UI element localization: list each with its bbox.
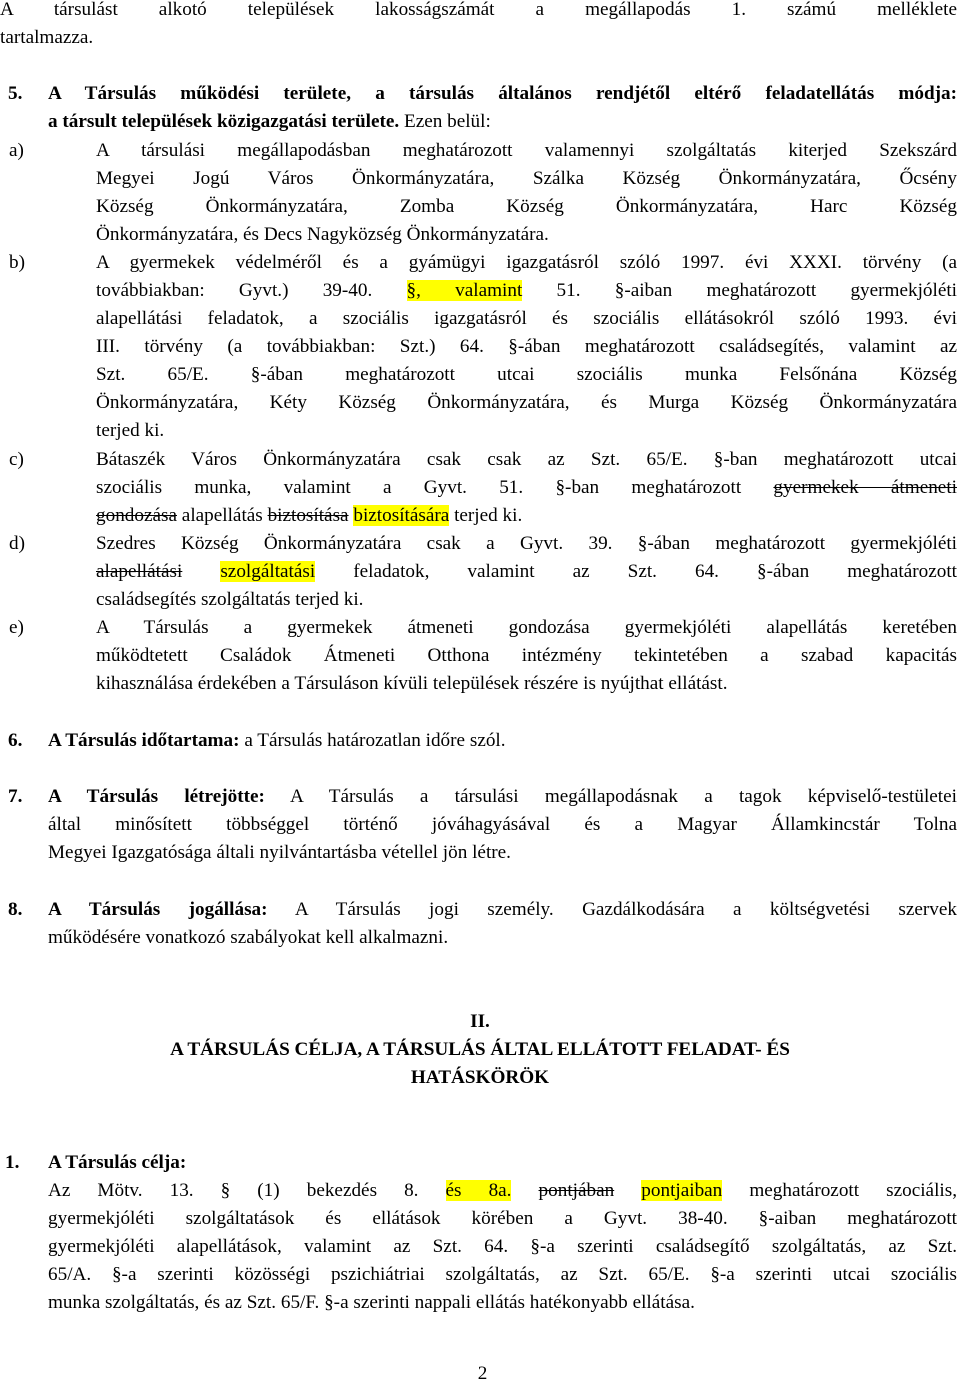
section-5-heading: A Társulás működési területe, a társulás általános rendjétől eltérő feladatellátás módja: — [48, 83, 957, 104]
section-7-number: 7. — [8, 786, 23, 807]
chapter-point-1-line-1: Az Mötv. 13. § (1) bekezdés 8. és 8a. pontjában pontjaiban meghatározott szociális, — [48, 1180, 958, 1201]
item-d-label: d) — [9, 533, 25, 554]
item-b-label: b) — [9, 252, 25, 273]
page-number: 2 — [477, 1363, 488, 1384]
item-d-line-3: családsegítés szolgáltatás terjed ki. — [96, 589, 364, 610]
item-b-line-2: továbbiakban: Gyvt.) 39-40. §, valamint 51. §-aiban meghatározott gyermekjóléti — [96, 280, 958, 301]
section-6-number: 6. — [8, 730, 23, 751]
section-8-line-1: A Társulás jogállása: A Társulás jogi személy. Gazdálkodására a költségvetési szervek — [48, 899, 958, 920]
item-d-line-1: Szedres Község Önkormányzatára csak a Gyvt. 39. §-ában meghatározott gyermekjóléti — [96, 533, 957, 554]
item-b-line-1: A gyermekek védelméről és a gyámügyi igazgatásról szóló 1997. évi XXXI. törvény (a — [96, 252, 957, 273]
intro-line-1: A társulást alkotó települések lakosságszámát a megállapodás 1. számú melléklete — [0, 0, 957, 20]
section-7-line-2: által minősített többséggel történő jóváhagyásával és a Magyar Államkincstár Tolna — [48, 814, 957, 835]
section-7-line-1: A Társulás létrejötte: A Társulás a társulási megállapodásnak a tagok képviselő-testületei — [48, 786, 957, 807]
chapter-point-1-line-3: gyermekjóléti alapellátások, valamint az Szt. 64. §-a szerinti családsegítő szolgáltatás, az Szt. — [48, 1236, 957, 1257]
chapter-point-1-number: 1. — [5, 1152, 20, 1173]
item-e-line-2: működtetett Családok Átmeneti Otthona intézmény tekintetében a szabad kapacitás — [96, 645, 957, 666]
chapter-point-1-line-2: gyermekjóléti szolgáltatások és ellátások körében a Gyvt. 38-40. §-aiban meghatározott — [48, 1208, 957, 1229]
item-a-line-1: A társulási megállapodásban meghatározott valamennyi szolgáltatás kiterjed Szekszárd — [96, 140, 957, 161]
section-7-line-3: Megyei Igazgatósága általi nyilvántartásba vétellel jön létre. — [48, 842, 511, 863]
item-a-line-3: Község Önkormányzatára, Zomba Község Önkormányzatára, Harc Község — [96, 196, 957, 217]
section-6-text: A Társulás időtartama: a Társulás határozatlan időre szól. — [48, 730, 506, 751]
section-5-number: 5. — [8, 83, 23, 104]
item-e-line-3: kihasználása érdekében a Társuláson kívüli települések részére is nyújthat ellátást. — [96, 673, 728, 694]
item-e-label: e) — [9, 617, 24, 638]
item-e-line-1: A Társulás a gyermekek átmeneti gondozása gyermekjóléti alapellátás keretében — [96, 617, 957, 638]
item-c-line-3: gondozása alapellátás biztosítása biztosítására terjed ki. — [96, 505, 523, 526]
item-b-line-4: III. törvény (a továbbiakban: Szt.) 64. §-ában meghatározott családsegítés, valamint az — [96, 336, 957, 357]
chapter-title-line-1: A TÁRSULÁS CÉLJA, A TÁRSULÁS ÁLTAL ELLÁTOTT FELADAT- ÉS — [170, 1039, 790, 1060]
item-c-label: c) — [9, 449, 24, 470]
item-a-line-4: Önkormányzatára, és Decs Nagyközség Önkormányzatára. — [96, 224, 549, 245]
chapter-title-line-2: HATÁSKÖRÖK — [410, 1067, 550, 1088]
item-b-line-7: terjed ki. — [96, 420, 165, 441]
item-b-line-3: alapellátási feladatok, a szociális igazgatásról és szociális ellátásokról szóló 1993. évi — [96, 308, 957, 329]
chapter-number: II. — [470, 1011, 490, 1032]
item-c-line-1: Bátaszék Város Önkormányzatára csak csak az Szt. 65/E. §-ban meghatározott utcai — [96, 449, 957, 470]
item-b-line-5: Szt. 65/E. §-ában meghatározott utcai szociális munka Felsőnána Község — [96, 364, 957, 385]
intro-line-2: tartalmazza. — [0, 27, 94, 48]
item-a-label: a) — [9, 140, 24, 161]
item-d-line-2: alapellátási szolgáltatási feladatok, valamint az Szt. 64. §-ában meghatározott — [96, 561, 957, 582]
chapter-point-1-line-5: munka szolgáltatás, és az Szt. 65/F. §-a szerinti nappali ellátás hatékonyabb ellátása. — [48, 1292, 695, 1313]
item-b-line-6: Önkormányzatára, Kéty Község Önkormányzatára, és Murga Község Önkormányzatára — [96, 392, 957, 413]
item-c-line-2: szociális munka, valamint a Gyvt. 51. §-ban meghatározott gyermekek átmeneti — [96, 477, 957, 498]
item-a-line-2: Megyei Jogú Város Önkormányzatára, Szálka Község Önkormányzatára, Őcsény — [96, 168, 957, 189]
section-8-line-2: működésére vonatkozó szabályokat kell alkalmazni. — [48, 927, 449, 948]
chapter-point-1-heading: A Társulás célja: — [48, 1152, 187, 1173]
section-5-heading-cont: a társult települések közigazgatási területe. Ezen belül: — [48, 111, 491, 132]
section-8-number: 8. — [8, 899, 23, 920]
chapter-point-1-line-4: 65/A. §-a szerinti közösségi pszichiátriai szolgáltatás, az Szt. 65/E. §-a szerinti utcai szociális — [48, 1264, 957, 1285]
